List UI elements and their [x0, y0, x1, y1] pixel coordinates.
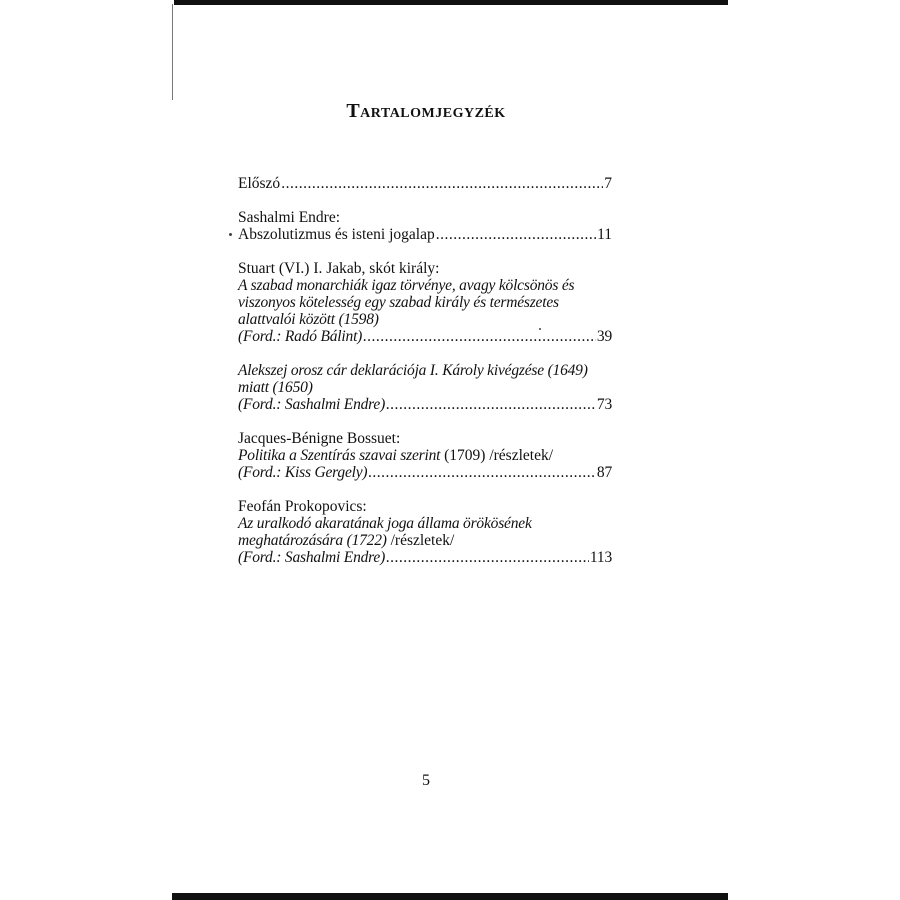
- toc-entry-title: Az uralkodó akaratának joga államа örökösének meghatározására (1722): [238, 515, 532, 549]
- toc-page-number: 73: [596, 396, 612, 413]
- toc-entry-foreword: [238, 175, 612, 192]
- toc-entry-title-line: [238, 447, 612, 464]
- toc-entry-line: [238, 464, 612, 481]
- leader-dots: [386, 396, 596, 413]
- toc-entry-title-line: [238, 515, 612, 549]
- toc-entry-translator: (Ford.: Kiss Gergely): [238, 464, 368, 481]
- scan-left-edge: [172, 4, 173, 100]
- leader-dots: [368, 464, 596, 481]
- toc-entry-author: Feofán Prokopovics:: [238, 498, 367, 515]
- toc-page-number: 87: [596, 464, 612, 481]
- toc-page-number: 11: [597, 226, 612, 243]
- toc-entry-author: Stuart (VI.) I. Jakab, skót király:: [238, 260, 440, 277]
- toc-entry-author: Sashalmi Endre:: [238, 209, 341, 226]
- scan-speck: [229, 233, 232, 236]
- page-number: 5: [422, 772, 430, 789]
- toc-entry-jakab: [238, 260, 612, 345]
- toc-entry-translator: (Ford.: Radó Bálint): [238, 328, 363, 345]
- toc-entry-prokopovics: [238, 498, 612, 566]
- toc-entry-line: [238, 549, 612, 566]
- toc-entry-title-suffix: (1709) /részletek/: [440, 447, 554, 464]
- toc-entry-title: Politika a Szentírás szavai szerint: [238, 447, 441, 464]
- toc-entry-title: A szabad monarchiák igaz törvénye, avagy kölcsönös és viszonyos kötelesség egy szabad király és természetes alattvalói között (1598): [238, 277, 575, 328]
- toc-entry-title-suffix: /részletek/: [386, 532, 455, 549]
- toc-entry-line: [238, 328, 612, 345]
- toc-entry-author: Jacques-Bénigne Bossuet:: [238, 430, 401, 447]
- scan-speck: [539, 328, 541, 330]
- toc-entry-line: [238, 226, 612, 243]
- leader-dots: [363, 328, 596, 345]
- toc-entry-title: Előszó: [238, 175, 281, 192]
- toc-entry-translator: (Ford.: Sashalmi Endre): [238, 396, 386, 413]
- toc-entry-sashalmi: [238, 209, 612, 243]
- table-of-contents: [238, 175, 612, 566]
- leader-dots: [281, 175, 603, 192]
- toc-entry-line: [238, 175, 612, 192]
- leader-dots: [436, 226, 596, 243]
- page-title: Tartalomjegyzék: [346, 100, 506, 122]
- toc-entry-bossuet: [238, 430, 612, 481]
- toc-page-number: 7: [604, 175, 612, 192]
- scan-bottom-edge: [172, 893, 728, 900]
- scan-top-edge: [174, 0, 728, 5]
- toc-page-number: 39: [596, 328, 612, 345]
- toc-entry-line: [238, 396, 612, 413]
- toc-entry-alekszej: [238, 362, 612, 413]
- toc-entry-title: Alekszej orosz cár deklarációja I. Károly kivégzése (1649) miatt (1650): [238, 362, 588, 396]
- toc-entry-title: Abszolutizmus és isteni jogalap: [238, 226, 435, 243]
- leader-dots: [386, 549, 589, 566]
- toc-page-number: 113: [589, 549, 612, 566]
- toc-entry-translator: (Ford.: Sashalmi Endre): [238, 549, 386, 566]
